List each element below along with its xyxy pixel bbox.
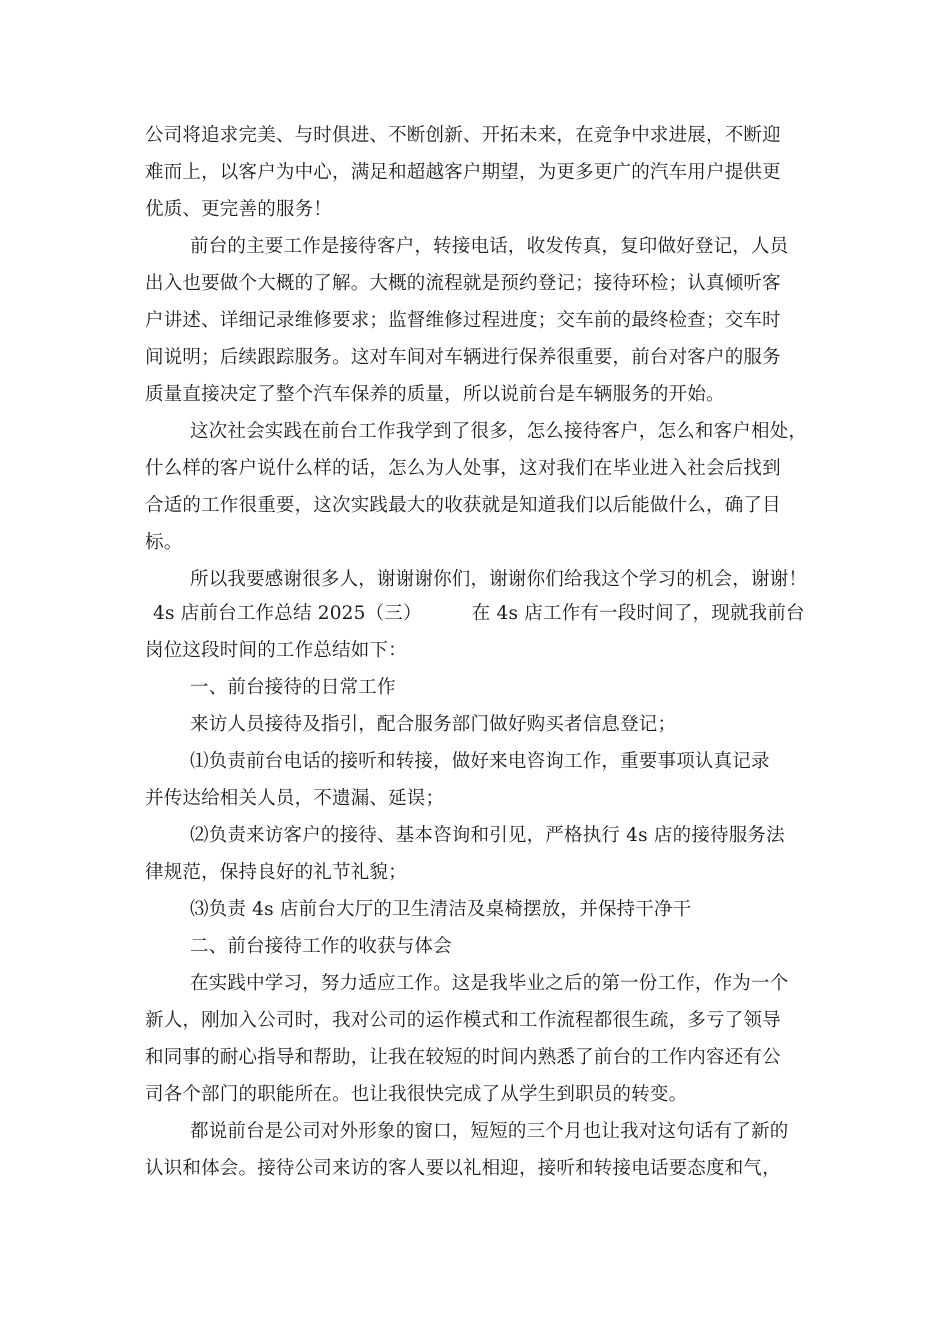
section-title — [153, 602, 805, 626]
paragraph-start: 这次社会实践在前台工作我学到了很多，怎么接待客户，怎么和客户相处， — [190, 421, 808, 442]
section-intro: 在 4s 店工作有一段时间了，现就我前台 — [471, 603, 805, 624]
text-line: 质量直接决定了整个汽车保养的质量，所以说前台是车辆服务的开始。 — [145, 384, 725, 405]
text-line: 标。 — [145, 532, 183, 553]
list-item-3: ⑶负责 4s 店前台大厅的卫生清洁及桌椅摆放，并保持干净干 — [190, 899, 692, 920]
text-line: 司各个部门的职能所在。也让我很快完成了从学生到职员的转变。 — [145, 1084, 688, 1105]
text-line: 公司将追求完美、与时俱进、不断创新、开拓未来，在竞争中求进展，不断迎 — [145, 125, 781, 146]
list-item-2: ⑵负责来访客户的接待、基本咨询和引见，严格执行 4s 店的接待服务法 — [190, 825, 785, 846]
paragraph-start: 所以我要感谢很多人，谢谢谢你们，谢谢你们给我这个学习的机会，谢谢！ — [190, 569, 808, 590]
text-line: 并传达给相关人员，不遗漏、延误； — [145, 788, 445, 809]
text-line: 新人，刚加入公司时，我对公司的运作模式和工作流程都很生疏，多亏了领导 — [145, 1010, 781, 1031]
text-line: 认识和体会。接待公司来访的客人要以礼相迎，接听和转接电话要态度和气， — [145, 1158, 781, 1179]
text-line: 优质、更完善的服务！ — [145, 199, 333, 220]
text-line: 间说明；后续跟踪服务。这对车间对车辆进行保养很重要，前台对客户的服务 — [145, 347, 781, 368]
paragraph-start: 前台的主要工作是接待客户，转接电话，收发传真，复印做好登记，人员 — [190, 236, 789, 257]
text-line: 户讲述、详细记录维修要求；监督维修过程进度；交车前的最终检查；交车时 — [145, 310, 781, 331]
text-line: 什么样的客户说什么样的话，怎么为人处事，这对我们在毕业进入社会后找到 — [145, 458, 781, 479]
heading-1: 一、前台接待的日常工作 — [190, 677, 396, 698]
text-line: 出入也要做个大概的了解。大概的流程就是预约登记；接待环检；认真倾听客 — [145, 273, 781, 294]
text-line: 律规范，保持良好的礼节礼貌； — [145, 862, 407, 883]
section-title-text: 4s 店前台工作总结 2025（三） — [153, 603, 422, 624]
paragraph-start: 都说前台是公司对外形象的窗口，短短的三个月也让我对这句话有了新的 — [190, 1121, 789, 1142]
text-line: 岗位这段时间的工作总结如下： — [145, 640, 407, 661]
heading-2: 二、前台接待工作的收获与体会 — [190, 936, 452, 957]
list-item-1: ⑴负责前台电话的接听和转接，做好来电咨询工作，重要事项认真记录 — [190, 751, 770, 772]
text-line: 难而上，以客户为中心，满足和超越客户期望，为更多更广的汽车用户提供更 — [145, 162, 781, 183]
paragraph-start: 在实践中学习，努力适应工作。这是我毕业之后的第一份工作，作为一个 — [190, 973, 789, 994]
text-line: 和同事的耐心指导和帮助，让我在较短的时间内熟悉了前台的工作内容还有公 — [145, 1047, 781, 1068]
text-line: 合适的工作很重要，这次实践最大的收获就是知道我们以后能做什么，确了目 — [145, 495, 781, 516]
paragraph-start: 来访人员接待及指引，配合服务部门做好购买者信息登记； — [190, 714, 677, 735]
